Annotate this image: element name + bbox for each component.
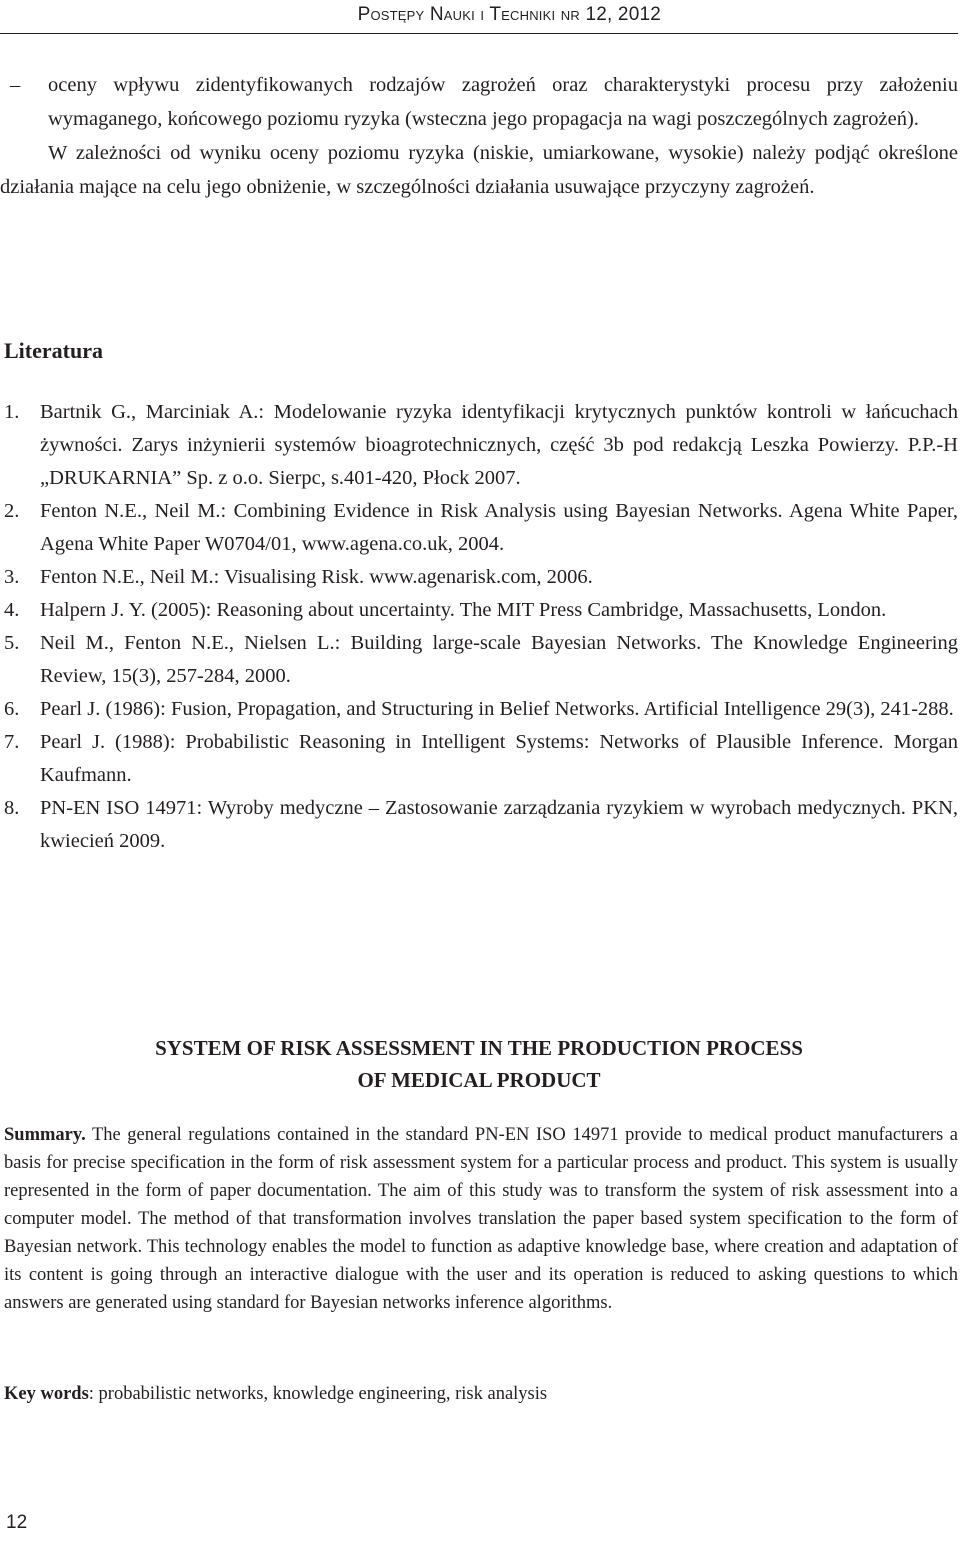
page-number: 12 [6,1512,28,1533]
reference-item [4,726,958,792]
reference-item [4,627,958,693]
english-title [0,1032,958,1096]
keywords-text: : probabilistic networks, knowledge engineering, risk analysis [88,1384,548,1404]
keywords-label: Key words [4,1384,89,1404]
reference-list [4,396,958,858]
summary-text: The general regulations contained in the standard PN-EN ISO 14971 provide to medical product manufacturers a basis for precise specification in the form of risk assessment system for a particular process and product. This system is usually represented in the form of paper documentation. The aim of this study was to transform the system of risk assessment into a computer model. The method of that transformation involves translation the paper based system specification to the form of Bayesian network. This technology enables the model to function as adaptive knowledge base, where creation and adaptation of its content is going through an interactive dialogue with the user and its operation is reduced to asking questions to which answers are generated using standard for Bayesian networks inference algorithms. [4,1125,958,1313]
reference-item [4,792,958,858]
reference-text: Bartnik G., Marciniak A.: Modelowanie ryzyka identyfikacji krytycznych punktów kontroli w łańcuchach żywności. Zarys inżynierii systemów bioagrotechnicznych, część 3b pod redakcją Leszka Powierzy. P.P.-H „DRUKARNIA” Sp. z o.o. Sierpc, s.401-420, Płock 2007. [40,401,958,489]
summary-paragraph [4,1121,958,1317]
reference-number: 7. [4,731,20,753]
reference-item [4,396,958,495]
reference-number: 4. [4,599,20,621]
reference-text: Fenton N.E., Neil M.: Combining Evidence in Risk Analysis using Bayesian Networks. Agena White Paper, Agena White Paper W0704/01, www.agena.co.uk, 2004. [40,500,958,555]
reference-number: 6. [4,698,20,720]
header-rule [0,33,958,34]
keywords-line [4,1380,958,1408]
reference-number: 3. [4,566,20,588]
reference-item [4,594,958,627]
bullet-text: oceny wpływu zidentyfikowanych rodzajów zagrożeń oraz charakterystyki procesu przy założeniu wymaganego, końcowego poziomu ryzyka (wsteczna jego propagacja na wagi poszczególnych zagrożeń). [48,74,958,130]
reference-text: Halpern J. Y. (2005): Reasoning about uncertainty. The MIT Press Cambridge, Massachusetts, London. [40,599,887,621]
reference-text: PN-EN ISO 14971: Wyroby medyczne – Zastosowanie zarządzania ryzykiem w wyrobach medycznych. PKN, kwiecień 2009. [40,797,958,852]
reference-text: Pearl J. (1988): Probabilistic Reasoning in Intelligent Systems: Networks of Plausible Inference. Morgan Kaufmann. [40,731,958,786]
reference-text: Fenton N.E., Neil M.: Visualising Risk. www.agenarisk.com, 2006. [40,566,593,588]
reference-number: 8. [4,797,20,819]
reference-text: Neil M., Fenton N.E., Nielsen L.: Building large-scale Bayesian Networks. The Knowledge Engineering Review, 15(3), 257-284, 2000. [40,632,958,687]
reference-item [4,495,958,561]
english-title-line: SYSTEM OF RISK ASSESSMENT IN THE PRODUCTION PROCESS [155,1036,803,1060]
english-title-line: OF MEDICAL PRODUCT [357,1068,601,1092]
running-header [0,2,958,32]
reference-number: 1. [4,401,20,423]
summary-label: Summary. [4,1125,86,1145]
bullet-item [0,68,958,136]
literature-heading: Literatura [4,338,103,363]
bullet-dash: – [10,74,21,96]
journal-title: Postępy Nauki i Techniki nr 12, 2012 [357,4,661,25]
reference-number: 5. [4,632,20,654]
reference-item [4,561,958,594]
reference-number: 2. [4,500,20,522]
intro-paragraph: W zależności od wyniku oceny poziomu ryzyka (niskie, umiarkowane, wysokie) należy podjąć określone działania mające na celu jego obniżenie, w szczególności działania usuwające przyczyny zagrożeń. [0,142,958,198]
intro-section [0,68,958,204]
reference-item [4,693,958,726]
reference-text: Pearl J. (1986): Fusion, Propagation, and Structuring in Belief Networks. Artificial Intelligence 29(3), 241-288. [40,698,954,720]
